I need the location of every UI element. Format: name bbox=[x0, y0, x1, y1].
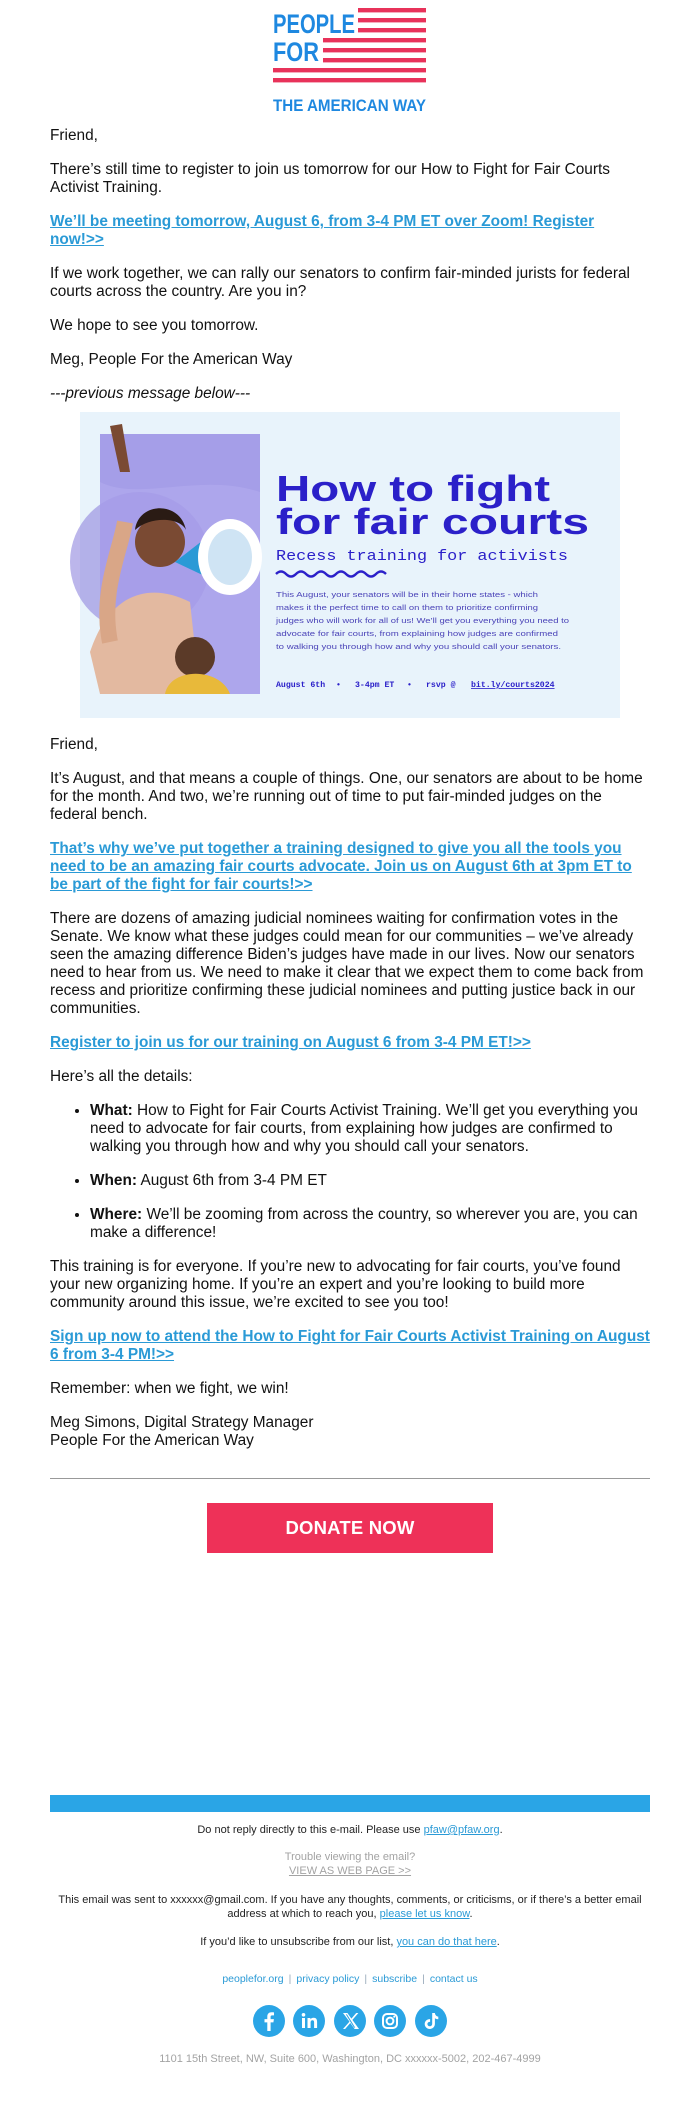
unsub-text: If you’d like to unsubscribe from our list, bbox=[200, 1936, 397, 1948]
august-paragraph: It’s August, and that means a couple of things. One, our senators are about to be home for the month. And two, we’re running out of time to put fair-minded judges on the federal bench. bbox=[50, 770, 643, 823]
noreply-notice bbox=[50, 1823, 650, 1837]
hope-paragraph: We hope to see you tomorrow. bbox=[50, 317, 259, 334]
banner-body-line: to walking you through how and why you should call your senators. bbox=[276, 642, 561, 651]
footer-link-contact[interactable]: contact us bbox=[429, 1973, 478, 1985]
details-item-what bbox=[90, 1102, 650, 1156]
footer-link-home[interactable]: peoplefor.org bbox=[222, 1973, 284, 1985]
details-text: We’ll be zooming from across the country, so wherever you are, you can make a difference! bbox=[90, 1206, 638, 1241]
register-link-2-paragraph bbox=[50, 1034, 650, 1052]
training-banner[interactable] bbox=[80, 412, 620, 718]
footer-links bbox=[50, 1972, 650, 1986]
previous-message-divider: ---previous message below--- bbox=[50, 385, 251, 402]
details-item-where bbox=[90, 1206, 650, 1242]
banner-bullet: • bbox=[336, 681, 341, 690]
logo-stripe bbox=[358, 18, 426, 22]
donate-button[interactable]: DONATE NOW bbox=[207, 1503, 493, 1553]
linkedin-icon[interactable] bbox=[293, 2005, 325, 2037]
link-separator: | bbox=[364, 1973, 368, 1985]
footer-link-privacy[interactable]: privacy policy bbox=[296, 1973, 360, 1985]
noreply-email-link[interactable]: pfaw@pfaw.org bbox=[423, 1824, 500, 1836]
social-links bbox=[253, 2005, 447, 2037]
pfaw-logo[interactable] bbox=[273, 6, 427, 118]
logo-stripe bbox=[358, 28, 426, 32]
banner-time: 3-4pm ET bbox=[355, 681, 395, 690]
noreply-text: Do not reply directly to this e-mail. Please use bbox=[197, 1824, 424, 1836]
sent-notice bbox=[50, 1893, 650, 1921]
signature bbox=[50, 1414, 650, 1450]
signature-short: Meg, People For the American Way bbox=[50, 351, 293, 368]
details-label: Where: bbox=[90, 1206, 143, 1223]
logo-stripe bbox=[273, 68, 426, 72]
logo-stripe bbox=[323, 58, 426, 62]
signature-org: People For the American Way bbox=[50, 1432, 254, 1449]
logo-stripe bbox=[358, 8, 426, 12]
intro-paragraph: There’s still time to register to join us tomorrow for our How to Fight for Fair Courts Activist Training. bbox=[50, 161, 610, 196]
sent-suffix: . bbox=[469, 1908, 473, 1920]
signature-name: Meg Simons, Digital Strategy Manager bbox=[50, 1414, 314, 1431]
banner-body-line: makes it the perfect time to call on them to prioritize confirming bbox=[276, 603, 538, 612]
banner-body-line: judges who will work for all of us! We’ll get you everything you need to bbox=[274, 616, 569, 625]
details-label: What: bbox=[90, 1102, 133, 1119]
details-item-when bbox=[90, 1172, 650, 1190]
unsub-suffix: . bbox=[496, 1936, 500, 1948]
details-intro: Here’s all the details: bbox=[50, 1068, 193, 1085]
training-link-paragraph bbox=[50, 840, 650, 894]
banner-rsvp-prefix: rsvp @ bbox=[426, 681, 456, 690]
nominees-paragraph: There are dozens of amazing judicial nominees waiting for confirmation votes in the Senate. We know what these judges could mean for our communities – we’ve already seen the amazing difference Biden’s judges have made in our lives. Now our senators need to hear from us. We need to make it clear that we expect them to come back from recess and prioritize confirming these judicial nominees and putting justice back in our communities. bbox=[50, 910, 644, 1017]
banner-subtitle: Recess training for activists bbox=[276, 548, 568, 565]
link-separator: | bbox=[422, 1973, 425, 1985]
logo-stripe bbox=[323, 48, 426, 52]
instagram-icon[interactable] bbox=[374, 2005, 406, 2037]
postal-address: 1101 15th Street, NW, Suite 600, Washington, DC xxxxxx-5002, 202-467-4999 bbox=[159, 2053, 541, 2065]
register-link-2[interactable]: Register to join us for our training on August 6 from 3-4 PM ET!>> bbox=[50, 1034, 531, 1051]
register-link-paragraph bbox=[50, 213, 650, 249]
sent-text: This email was sent to xxxxxx@gmail.com. If you have any thoughts, comments, or criticisms, or if there’s a better email address at which to reach you, bbox=[58, 1894, 642, 1920]
tiktok-icon[interactable] bbox=[415, 2005, 447, 2037]
details-list bbox=[50, 1102, 650, 1242]
link-separator: | bbox=[288, 1973, 292, 1985]
signup-link[interactable]: Sign up now to attend the How to Fight for Fair Courts Activist Training on August 6 from 3-4 PM!>> bbox=[50, 1328, 650, 1363]
banner-body-line: advocate for fair courts, from explaining how judges are confirmed bbox=[276, 629, 558, 638]
contact-feedback-link[interactable]: please let us know bbox=[379, 1908, 470, 1920]
rally-paragraph: If we work together, we can rally our senators to confirm fair-minded jurists for federal courts across the country. Are you in? bbox=[50, 265, 630, 300]
banner-date: August 6th bbox=[276, 681, 326, 690]
banner-body-line: This August, your senators will be in their home states - which bbox=[276, 590, 538, 599]
unsubscribe-link[interactable]: you can do that here bbox=[396, 1936, 497, 1948]
banner-title-line1: How to fight bbox=[276, 468, 551, 509]
details-text: How to Fight for Fair Courts Activist Training. We’ll get you everything you need to advocate for fair courts, from explaining how judges are confirmed to walking you through how and why you should call your senators. bbox=[90, 1102, 638, 1155]
divider bbox=[50, 1478, 650, 1479]
logo-line1: PEOPLE bbox=[273, 9, 355, 39]
training-link[interactable]: That’s why we’ve put together a training designed to give you all the tools you need to be an amazing fair courts advocate. Join us on August 6th at 3pm ET to be part of the fight for fair courts!>> bbox=[50, 840, 632, 893]
details-label: When: bbox=[90, 1172, 138, 1189]
trouble-viewing: Trouble viewing the email? bbox=[284, 1851, 416, 1863]
banner-rsvp-url: bit.ly/courts2024 bbox=[471, 681, 555, 690]
view-as-web-page-link[interactable]: VIEW AS WEB PAGE >> bbox=[288, 1865, 412, 1877]
signup-link-paragraph bbox=[50, 1328, 650, 1364]
facebook-icon[interactable] bbox=[253, 2005, 285, 2037]
register-link[interactable]: We’ll be meeting tomorrow, August 6, from 3-4 PM ET over Zoom! Register now!>> bbox=[50, 213, 595, 248]
greeting: Friend, bbox=[50, 127, 98, 144]
details-text: August 6th from 3-4 PM ET bbox=[137, 1172, 327, 1189]
banner-bullet: • bbox=[407, 681, 412, 690]
logo-line3: THE AMERICAN WAY bbox=[273, 96, 427, 115]
noreply-suffix: . bbox=[499, 1824, 503, 1836]
unsubscribe-notice bbox=[50, 1935, 650, 1949]
logo-line2: FOR bbox=[273, 37, 319, 67]
everyone-paragraph: This training is for everyone. If you’re new to advocating for fair courts, you’ve found your new organizing home. If you’re an expert and you’re looking to build more community around this issue, we’re excited to see you too! bbox=[50, 1258, 621, 1311]
greeting-2: Friend, bbox=[50, 736, 98, 753]
footer-link-subscribe[interactable]: subscribe bbox=[372, 1973, 418, 1985]
logo-stripe bbox=[273, 78, 426, 82]
banner-title-line2: for fair courts bbox=[276, 501, 589, 542]
email-body bbox=[50, 127, 650, 1472]
remember-paragraph: Remember: when we fight, we win! bbox=[50, 1380, 289, 1397]
x-icon[interactable] bbox=[334, 2005, 366, 2037]
footer-bar bbox=[50, 1795, 650, 1812]
web-page-link-wrap bbox=[50, 1864, 650, 1878]
